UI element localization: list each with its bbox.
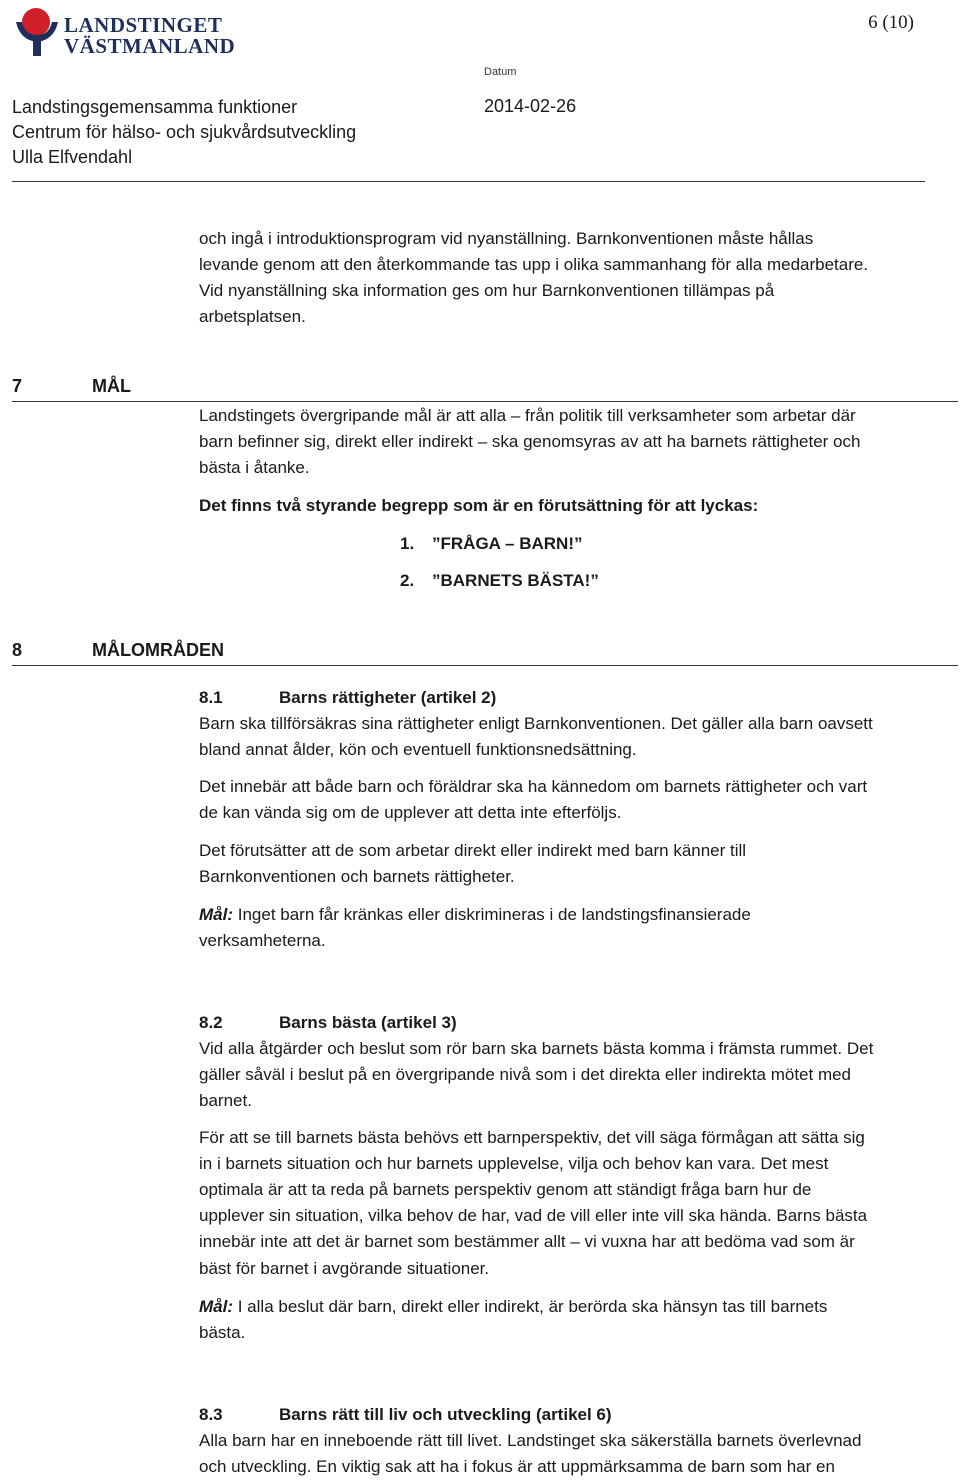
subsection-number: 8.2 <box>199 1013 223 1032</box>
paragraph-line: in i barnets situation och hur barnets upplevelse, vilja och behov kan vara. Det mest <box>199 1154 829 1173</box>
paragraph-line: upplever sin situation, vilka behov de har, vad de vill eller inte vill ska hända. Barns bästa <box>199 1206 868 1225</box>
section-7-line: Landstingets övergripande mål är att alla – från politik till verksamheter som arbetar där <box>199 406 856 425</box>
section-title: MÅLOMRÅDEN <box>92 640 224 660</box>
list-item <box>400 568 599 594</box>
landstinget-logo <box>8 4 236 58</box>
subsection-title: Barns rättigheter (artikel 2) <box>279 688 497 707</box>
section-title: MÅL <box>92 376 131 396</box>
goal-label: Mål: <box>199 905 233 924</box>
section-8-heading <box>12 640 224 661</box>
list-number: 1. <box>400 534 415 553</box>
section-divider <box>12 401 958 402</box>
goal-text: Inget barn får kränkas eller diskrimineras i de landstingsfinansierade <box>237 905 751 924</box>
subsection-8-2-heading <box>199 1010 959 1036</box>
date-value: 2014-02-26 <box>484 96 577 116</box>
paragraph-line: gäller såväl i beslut på en övergripande nivå som i det direkta eller indirekta mötet med <box>199 1065 852 1084</box>
header-author-line: Ulla Elfvendahl <box>12 147 133 167</box>
page-number: 6 (10) <box>868 12 914 33</box>
subsection-8-1-heading <box>199 685 959 711</box>
goal-line: verksamheterna. <box>199 931 326 950</box>
paragraph-line: de kan vända sig om de upplever att detta inte efterföljs. <box>199 803 622 822</box>
paragraph-line: Vid alla åtgärder och beslut som rör barn ska barnets bästa komma i främsta rummet. Det <box>199 1039 874 1058</box>
intro-line: och ingå i introduktionsprogram vid nyanställning. Barnkonventionen måste hållas <box>199 229 814 248</box>
section-divider <box>12 665 958 666</box>
list-text: ”BARNETS BÄSTA!” <box>432 571 599 590</box>
subsection-8-3-heading <box>199 1402 959 1428</box>
goal-text: I alla beslut där barn, direkt eller indirekt, är berörda ska hänsyn tas till barnets <box>237 1297 828 1316</box>
paragraph-line: bland annat ålder, kön och eventuell funktionsnedsättning. <box>199 740 637 759</box>
subsection-title: Barns rätt till liv och utveckling (artikel 6) <box>279 1405 612 1424</box>
date-label: Datum <box>484 66 517 78</box>
subsection-title: Barns bästa (artikel 3) <box>279 1013 457 1032</box>
section-number: 8 <box>12 640 23 660</box>
section-7-line: bästa i åtanke. <box>199 458 310 477</box>
intro-line: levande genom att den återkommande tas upp i olika sammanhang för alla medarbetare. <box>199 255 869 274</box>
logo-figure-icon <box>12 4 62 56</box>
paragraph-line: och utveckling. En viktig sak att ha i fokus är att uppmärksamma de barn som har en <box>199 1457 835 1476</box>
header-department-line: Centrum för hälso- och sjukvårdsutveckling <box>12 122 357 142</box>
goal-label: Mål: <box>199 1297 233 1316</box>
subsection-number: 8.1 <box>199 688 223 707</box>
paragraph-line: Det förutsätter att de som arbetar direkt eller indirekt med barn känner till <box>199 841 747 860</box>
paragraph-line: För att se till barnets bästa behövs ett barnperspektiv, det vill säga förmågan att sätta sig <box>199 1128 865 1147</box>
section-number: 7 <box>12 376 23 396</box>
intro-line: arbetsplatsen. <box>199 307 306 326</box>
header-divider <box>12 181 925 182</box>
logo-text-line2: VÄSTMANLAND <box>64 34 236 58</box>
goal-line: bästa. <box>199 1323 246 1342</box>
goal-line <box>199 902 959 928</box>
list-number: 2. <box>400 571 415 590</box>
subsection-number: 8.3 <box>199 1405 223 1424</box>
section-7-line: barn befinner sig, direkt eller indirekt – ska genomsyras av att ha barnets rättigheter och <box>199 432 861 451</box>
header-org-line: Landstingsgemensamma funktioner <box>12 97 298 117</box>
goal-line <box>199 1294 959 1320</box>
paragraph-line: barnet. <box>199 1091 252 1110</box>
paragraph-line: Alla barn har en inneboende rätt till livet. Landstinget ska säkerställa barnets överlevnad <box>199 1431 862 1450</box>
paragraph-line: bäst för barnet i avgörande situationer. <box>199 1259 490 1278</box>
section-7-bold-line: Det finns två styrande begrepp som är en förutsättning för att lyckas: <box>199 496 759 515</box>
paragraph-line: Barn ska tillförsäkras sina rättigheter enligt Barnkonventionen. Det gäller alla barn oavsett <box>199 714 873 733</box>
paragraph-line: Barnkonventionen och barnets rättigheter. <box>199 867 515 886</box>
paragraph-line: innebär inte att det är barnet som bestämmer allt – vi vuxna har att bedöma vad som är <box>199 1232 855 1251</box>
intro-line: Vid nyanställning ska information ges om hur Barnkonventionen tillämpas på <box>199 281 775 300</box>
section-7-heading <box>12 376 131 397</box>
paragraph-line: Det innebär att både barn och föräldrar ska ha kännedom om barnets rättigheter och vart <box>199 777 868 796</box>
paragraph-line: optimala är att ta reda på barnets perspektiv genom att ständigt fråga barn hur de <box>199 1180 812 1199</box>
logo-text-line1: LANDSTINGET <box>64 13 223 37</box>
list-text: ”FRÅGA – BARN!” <box>432 534 583 553</box>
list-item <box>400 531 582 557</box>
